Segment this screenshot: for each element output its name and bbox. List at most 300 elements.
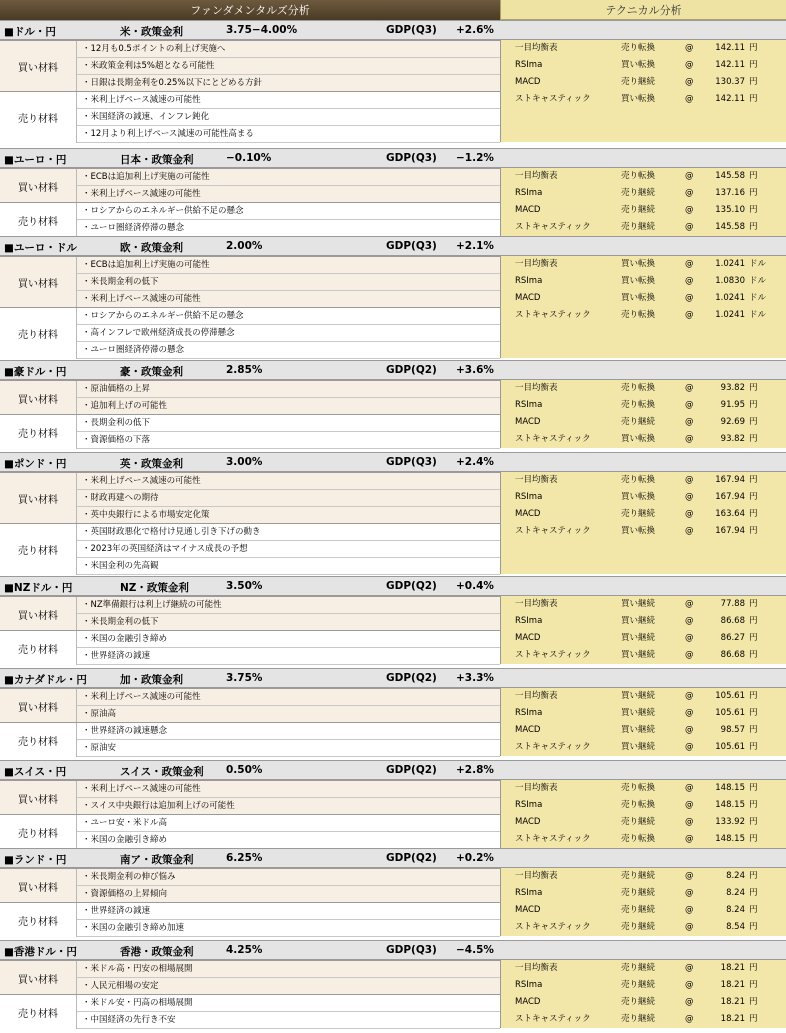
policy-rate-label: 南ア・政策金利 — [120, 854, 194, 866]
sell-factor-item: ・ユーロ圏経済停滞の懸念 — [77, 342, 500, 359]
currency-block — [0, 940, 786, 1029]
sell-factors-label: 売り材料 — [0, 903, 77, 937]
at-sign: @ — [685, 400, 694, 410]
at-sign: @ — [685, 599, 694, 609]
technical-row — [501, 960, 786, 977]
signal-status: 買い転換 — [621, 526, 656, 536]
sell-factors-group — [0, 814, 500, 848]
gdp-value: +2.4% — [456, 456, 494, 468]
signal-status: 買い継続 — [621, 616, 656, 626]
signal-status: 売り転換 — [621, 310, 656, 320]
policy-rate-label: 日本・政策金利 — [120, 154, 194, 166]
at-sign: @ — [685, 509, 694, 519]
signal-price: 167.94 — [715, 475, 745, 485]
indicator-name: 一目均衡表 — [515, 963, 558, 973]
technical-row — [501, 596, 786, 613]
price-unit: 円 — [749, 188, 758, 198]
buy-factors-group — [0, 960, 500, 994]
signal-price: 142.11 — [715, 60, 745, 70]
at-sign: @ — [685, 817, 694, 827]
currency-pair: ■ポンド・円 — [4, 458, 67, 470]
indicator-name: MACD — [515, 725, 541, 735]
sell-factor-item: ・米国の金融引き締め — [77, 832, 500, 849]
at-sign: @ — [685, 205, 694, 215]
signal-price: 86.27 — [720, 633, 745, 643]
policy-rate-label: 豪・政策金利 — [120, 366, 183, 378]
sell-factor-item: ・米国の金融引き締め — [77, 631, 500, 648]
technical-row — [501, 705, 786, 722]
technical-panel — [500, 596, 786, 664]
at-sign: @ — [685, 492, 694, 502]
policy-rate-label: 米・政策金利 — [120, 26, 183, 38]
signal-status: 売り継続 — [621, 222, 656, 232]
indicator-name: 一目均衡表 — [515, 783, 558, 793]
technical-panel — [500, 960, 786, 1028]
technical-panel — [500, 256, 786, 358]
gdp-quarter-label: GDP(Q3) — [386, 24, 437, 36]
buy-factor-item: ・資源価格の上昇傾向 — [77, 886, 500, 903]
price-unit: 円 — [749, 1014, 758, 1024]
signal-price: 8.24 — [726, 905, 745, 915]
buy-factor-item: ・12月も0.5ポイントの利上げ実施へ — [77, 41, 500, 58]
technical-row — [501, 74, 786, 91]
technical-row — [501, 91, 786, 108]
technical-row — [501, 431, 786, 448]
signal-status: 売り継続 — [621, 188, 656, 198]
buy-factor-item: ・米利上げペース減速の可能性 — [77, 689, 500, 706]
signal-status: 売り継続 — [621, 817, 656, 827]
policy-rate-value: 0.50% — [226, 764, 263, 776]
currency-header-bar — [0, 668, 786, 688]
policy-rate-value: 6.25% — [226, 852, 263, 864]
currency-pair: ■NZドル・円 — [4, 582, 73, 594]
at-sign: @ — [685, 188, 694, 198]
signal-status: 買い転換 — [621, 276, 656, 286]
indicator-name: RSIma — [515, 616, 543, 626]
policy-rate-value: 2.85% — [226, 364, 263, 376]
sell-factor-item: ・米ドル安・円高の相場展開 — [77, 995, 500, 1012]
indicator-name: MACD — [515, 417, 541, 427]
indicator-name: ストキャスティック — [515, 922, 591, 932]
buy-factor-item: ・米利上げペース減速の可能性 — [77, 186, 500, 203]
signal-status: 買い転換 — [621, 434, 656, 444]
at-sign: @ — [685, 171, 694, 181]
signal-price: 142.11 — [715, 43, 745, 53]
price-unit: ドル — [749, 276, 767, 286]
technical-row — [501, 57, 786, 74]
price-unit: 円 — [749, 980, 758, 990]
sell-factor-item: ・高インフレで欧州経済成長の停滞懸念 — [77, 325, 500, 342]
signal-status: 買い転換 — [621, 259, 656, 269]
at-sign: @ — [685, 834, 694, 844]
price-unit: 円 — [749, 475, 758, 485]
sell-factors-label: 売り材料 — [0, 524, 77, 575]
gdp-value: +2.8% — [456, 764, 494, 776]
sell-factor-item: ・2023年の英国経済はマイナス成長の予想 — [77, 541, 500, 558]
currency-block — [0, 576, 786, 665]
indicator-name: 一目均衡表 — [515, 383, 558, 393]
at-sign: @ — [685, 293, 694, 303]
technical-row — [501, 885, 786, 902]
signal-price: 93.82 — [720, 383, 745, 393]
sell-factor-item: ・米国経済の減速、インフレ鈍化 — [77, 109, 500, 126]
signal-status: 売り転換 — [621, 43, 656, 53]
signal-status: 売り継続 — [621, 1014, 656, 1024]
gdp-quarter-label: GDP(Q3) — [386, 456, 437, 468]
price-unit: 円 — [749, 800, 758, 810]
signal-status: 売り継続 — [621, 997, 656, 1007]
technical-row — [501, 722, 786, 739]
gdp-value: −4.5% — [456, 944, 494, 956]
signal-price: 167.94 — [715, 526, 745, 536]
technical-row — [501, 40, 786, 57]
buy-factor-item: ・米利上げペース減速の可能性 — [77, 291, 500, 308]
at-sign: @ — [685, 742, 694, 752]
currency-pair: ■豪ドル・円 — [4, 366, 67, 378]
sell-factor-item: ・米国の金融引き締め加速 — [77, 920, 500, 937]
sell-factor-item: ・世界経済の減速 — [77, 903, 500, 920]
signal-price: 77.88 — [720, 599, 745, 609]
sell-factor-item: ・英国財政悪化で格付け見通し引き下げの動き — [77, 524, 500, 541]
signal-price: 142.11 — [715, 94, 745, 104]
buy-factor-item: ・米政策金利は5%超となる可能性 — [77, 58, 500, 75]
price-unit: 円 — [749, 871, 758, 881]
indicator-name: MACD — [515, 997, 541, 1007]
gdp-quarter-label: GDP(Q3) — [386, 240, 437, 252]
buy-factor-item: ・米長期金利の伸び悩み — [77, 869, 500, 886]
buy-factor-item: ・英中央銀行による市場安定化策 — [77, 507, 500, 524]
price-unit: 円 — [749, 834, 758, 844]
indicator-name: ストキャスティック — [515, 310, 591, 320]
at-sign: @ — [685, 60, 694, 70]
sell-factor-item: ・ロシアからのエネルギー供給不足の懸念 — [77, 308, 500, 325]
signal-price: 105.61 — [715, 742, 745, 752]
price-unit: 円 — [749, 400, 758, 410]
buy-factors-group — [0, 40, 500, 91]
buy-factors-label: 買い材料 — [0, 781, 77, 815]
price-unit: 円 — [749, 509, 758, 519]
fundamentals-header: ファンダメンタルズ分析 — [0, 0, 500, 20]
at-sign: @ — [685, 526, 694, 536]
sell-factor-item: ・ロシアからのエネルギー供給不足の懸念 — [77, 203, 500, 220]
sell-factors-group — [0, 414, 500, 448]
currency-pair: ■香港ドル・円 — [4, 946, 77, 958]
at-sign: @ — [685, 871, 694, 881]
gdp-value: +3.3% — [456, 672, 494, 684]
price-unit: 円 — [749, 742, 758, 752]
technical-panel — [500, 780, 786, 848]
indicator-name: RSIma — [515, 60, 543, 70]
technical-row — [501, 739, 786, 756]
at-sign: @ — [685, 222, 694, 232]
buy-factors-label: 買い材料 — [0, 961, 77, 995]
buy-factor-item: ・日銀は長期金利を0.25%以下にとどめる方針 — [77, 75, 500, 92]
buy-factors-group — [0, 688, 500, 722]
buy-factors-label: 買い材料 — [0, 257, 77, 308]
at-sign: @ — [685, 43, 694, 53]
indicator-name: 一目均衡表 — [515, 871, 558, 881]
signal-price: 8.24 — [726, 888, 745, 898]
signal-price: 105.61 — [715, 708, 745, 718]
indicator-name: 一目均衡表 — [515, 691, 558, 701]
signal-status: 売り転換 — [621, 383, 656, 393]
technical-row — [501, 307, 786, 324]
indicator-name: RSIma — [515, 708, 543, 718]
at-sign: @ — [685, 417, 694, 427]
buy-factor-item: ・米利上げペース減速の可能性 — [77, 781, 500, 798]
policy-rate-label: 加・政策金利 — [120, 674, 183, 686]
sell-factors-label: 売り材料 — [0, 815, 77, 849]
gdp-quarter-label: GDP(Q2) — [386, 852, 437, 864]
signal-status: 売り継続 — [621, 905, 656, 915]
sell-factor-item: ・米国金利の先高観 — [77, 558, 500, 575]
gdp-value: +2.1% — [456, 240, 494, 252]
at-sign: @ — [685, 888, 694, 898]
signal-status: 買い転換 — [621, 94, 656, 104]
indicator-name: RSIma — [515, 400, 543, 410]
signal-price: 93.82 — [720, 434, 745, 444]
technical-row — [501, 868, 786, 885]
buy-factors-label: 買い材料 — [0, 381, 77, 415]
currency-pair: ■カナダドル・円 — [4, 674, 87, 686]
signal-status: 売り継続 — [621, 417, 656, 427]
technical-row — [501, 688, 786, 705]
signal-status: 買い継続 — [621, 650, 656, 660]
price-unit: 円 — [749, 43, 758, 53]
gdp-value: +0.2% — [456, 852, 494, 864]
signal-price: 148.15 — [715, 800, 745, 810]
sell-factors-group — [0, 630, 500, 664]
policy-rate-label: 欧・政策金利 — [120, 242, 183, 254]
sell-factors-group — [0, 994, 500, 1028]
price-unit: 円 — [749, 650, 758, 660]
price-unit: 円 — [749, 434, 758, 444]
indicator-name: ストキャスティック — [515, 434, 591, 444]
sell-factors-label: 売り材料 — [0, 308, 77, 359]
at-sign: @ — [685, 905, 694, 915]
signal-status: 買い継続 — [621, 725, 656, 735]
buy-factor-item: ・米ドル高・円安の相場展開 — [77, 961, 500, 978]
technical-row — [501, 202, 786, 219]
gdp-value: −1.2% — [456, 152, 494, 164]
buy-factor-item: ・追加利上げの可能性 — [77, 398, 500, 415]
currency-header-bar — [0, 760, 786, 780]
technical-row — [501, 290, 786, 307]
sell-factor-item: ・ユーロ圏経済停滞の懸念 — [77, 220, 500, 237]
policy-rate-value: 3.75−4.00% — [226, 24, 298, 36]
buy-factors-group — [0, 472, 500, 523]
technical-panel — [500, 688, 786, 756]
at-sign: @ — [685, 475, 694, 485]
price-unit: 円 — [749, 708, 758, 718]
sell-factors-group — [0, 722, 500, 756]
indicator-name: RSIma — [515, 492, 543, 502]
sell-factors-group — [0, 202, 500, 236]
technical-row — [501, 780, 786, 797]
price-unit: 円 — [749, 922, 758, 932]
technical-panel — [500, 472, 786, 574]
sell-factors-label: 売り材料 — [0, 995, 77, 1029]
buy-factors-label: 買い材料 — [0, 597, 77, 631]
sell-factor-item: ・世界経済の減速懸念 — [77, 723, 500, 740]
at-sign: @ — [685, 980, 694, 990]
technical-header: テクニカル分析 — [500, 0, 786, 20]
at-sign: @ — [685, 1014, 694, 1024]
sell-factor-item: ・世界経済の減速 — [77, 648, 500, 665]
currency-header-bar — [0, 148, 786, 168]
indicator-name: 一目均衡表 — [515, 43, 558, 53]
signal-price: 167.94 — [715, 492, 745, 502]
indicator-name: 一目均衡表 — [515, 599, 558, 609]
technical-row — [501, 273, 786, 290]
policy-rate-label: スイス・政策金利 — [120, 766, 204, 778]
technical-row — [501, 472, 786, 489]
signal-status: 買い転換 — [621, 492, 656, 502]
signal-price: 18.21 — [720, 1014, 745, 1024]
indicator-name: RSIma — [515, 800, 543, 810]
signal-price: 148.15 — [715, 783, 745, 793]
currency-block — [0, 148, 786, 237]
buy-factor-item: ・財政再建への期待 — [77, 490, 500, 507]
signal-price: 145.58 — [715, 171, 745, 181]
policy-rate-value: 3.50% — [226, 580, 263, 592]
signal-status: 売り継続 — [621, 77, 656, 87]
gdp-value: +3.6% — [456, 364, 494, 376]
signal-status: 売り転換 — [621, 800, 656, 810]
signal-status: 売り継続 — [621, 509, 656, 519]
sell-factors-group — [0, 902, 500, 936]
signal-status: 売り継続 — [621, 205, 656, 215]
technical-row — [501, 831, 786, 848]
indicator-name: MACD — [515, 77, 541, 87]
buy-factor-item: ・人民元相場の安定 — [77, 978, 500, 995]
indicator-name: RSIma — [515, 980, 543, 990]
sell-factors-label: 売り材料 — [0, 723, 77, 757]
price-unit: 円 — [749, 205, 758, 215]
price-unit: 円 — [749, 60, 758, 70]
policy-rate-value: −0.10% — [226, 152, 272, 164]
signal-status: 買い継続 — [621, 633, 656, 643]
signal-price: 86.68 — [720, 616, 745, 626]
indicator-name: ストキャスティック — [515, 222, 591, 232]
signal-price: 18.21 — [720, 997, 745, 1007]
technical-row — [501, 506, 786, 523]
gdp-value: +2.6% — [456, 24, 494, 36]
currency-block — [0, 360, 786, 449]
buy-factors-label: 買い材料 — [0, 869, 77, 903]
signal-price: 86.68 — [720, 650, 745, 660]
signal-price: 18.21 — [720, 980, 745, 990]
technical-row — [501, 647, 786, 664]
signal-status: 売り継続 — [621, 963, 656, 973]
gdp-quarter-label: GDP(Q2) — [386, 364, 437, 376]
technical-row — [501, 380, 786, 397]
indicator-name: RSIma — [515, 888, 543, 898]
indicator-name: ストキャスティック — [515, 94, 591, 104]
buy-factor-item: ・米利上げペース減速の可能性 — [77, 473, 500, 490]
buy-factors-group — [0, 168, 500, 202]
signal-price: 105.61 — [715, 691, 745, 701]
price-unit: 円 — [749, 817, 758, 827]
at-sign: @ — [685, 259, 694, 269]
currency-pair: ■スイス・円 — [4, 766, 67, 778]
technical-row — [501, 523, 786, 540]
signal-price: 18.21 — [720, 963, 745, 973]
currency-pair: ■ドル・円 — [4, 26, 56, 38]
at-sign: @ — [685, 963, 694, 973]
technical-panel — [500, 868, 786, 936]
technical-row — [501, 168, 786, 185]
price-unit: 円 — [749, 171, 758, 181]
price-unit: 円 — [749, 633, 758, 643]
policy-rate-value: 3.00% — [226, 456, 263, 468]
price-unit: 円 — [749, 383, 758, 393]
price-unit: 円 — [749, 997, 758, 1007]
sell-factors-group — [0, 523, 500, 574]
price-unit: 円 — [749, 616, 758, 626]
signal-price: 137.16 — [715, 188, 745, 198]
signal-price: 148.15 — [715, 834, 745, 844]
gdp-quarter-label: GDP(Q2) — [386, 580, 437, 592]
technical-row — [501, 977, 786, 994]
indicator-name: MACD — [515, 509, 541, 519]
price-unit: 円 — [749, 222, 758, 232]
signal-status: 買い継続 — [621, 691, 656, 701]
signal-status: 売り転換 — [621, 400, 656, 410]
currency-block — [0, 668, 786, 757]
at-sign: @ — [685, 616, 694, 626]
price-unit: 円 — [749, 94, 758, 104]
buy-factors-group — [0, 256, 500, 307]
at-sign: @ — [685, 922, 694, 932]
buy-factor-item: ・スイス中央銀行は追加利上げの可能性 — [77, 798, 500, 815]
technical-row — [501, 1011, 786, 1028]
currency-header-bar — [0, 20, 786, 40]
indicator-name: ストキャスティック — [515, 526, 591, 536]
signal-status: 売り継続 — [621, 922, 656, 932]
signal-price: 8.24 — [726, 871, 745, 881]
technical-row — [501, 256, 786, 273]
sell-factors-label: 売り材料 — [0, 631, 77, 665]
indicator-name: 一目均衡表 — [515, 259, 558, 269]
indicator-name: ストキャスティック — [515, 650, 591, 660]
signal-status: 買い転換 — [621, 60, 656, 70]
indicator-name: 一目均衡表 — [515, 475, 558, 485]
price-unit: 円 — [749, 417, 758, 427]
currency-block — [0, 760, 786, 849]
sell-factors-label: 売り材料 — [0, 415, 77, 449]
price-unit: 円 — [749, 77, 758, 87]
buy-factors-label: 買い材料 — [0, 169, 77, 203]
buy-factor-item: ・NZ準備銀行は利上げ継続の可能性 — [77, 597, 500, 614]
at-sign: @ — [685, 650, 694, 660]
gdp-quarter-label: GDP(Q2) — [386, 672, 437, 684]
signal-status: 売り継続 — [621, 888, 656, 898]
sell-factors-label: 売り材料 — [0, 92, 77, 143]
indicator-name: ストキャスティック — [515, 1014, 591, 1024]
at-sign: @ — [685, 310, 694, 320]
sell-factor-item: ・中国経済の先行き不安 — [77, 1012, 500, 1029]
signal-status: 買い継続 — [621, 599, 656, 609]
technical-row — [501, 797, 786, 814]
technical-panel — [500, 40, 786, 142]
currency-block — [0, 236, 786, 359]
at-sign: @ — [685, 434, 694, 444]
technical-row — [501, 902, 786, 919]
signal-status: 売り継続 — [621, 980, 656, 990]
signal-price: 1.0241 — [715, 259, 745, 269]
at-sign: @ — [685, 77, 694, 87]
